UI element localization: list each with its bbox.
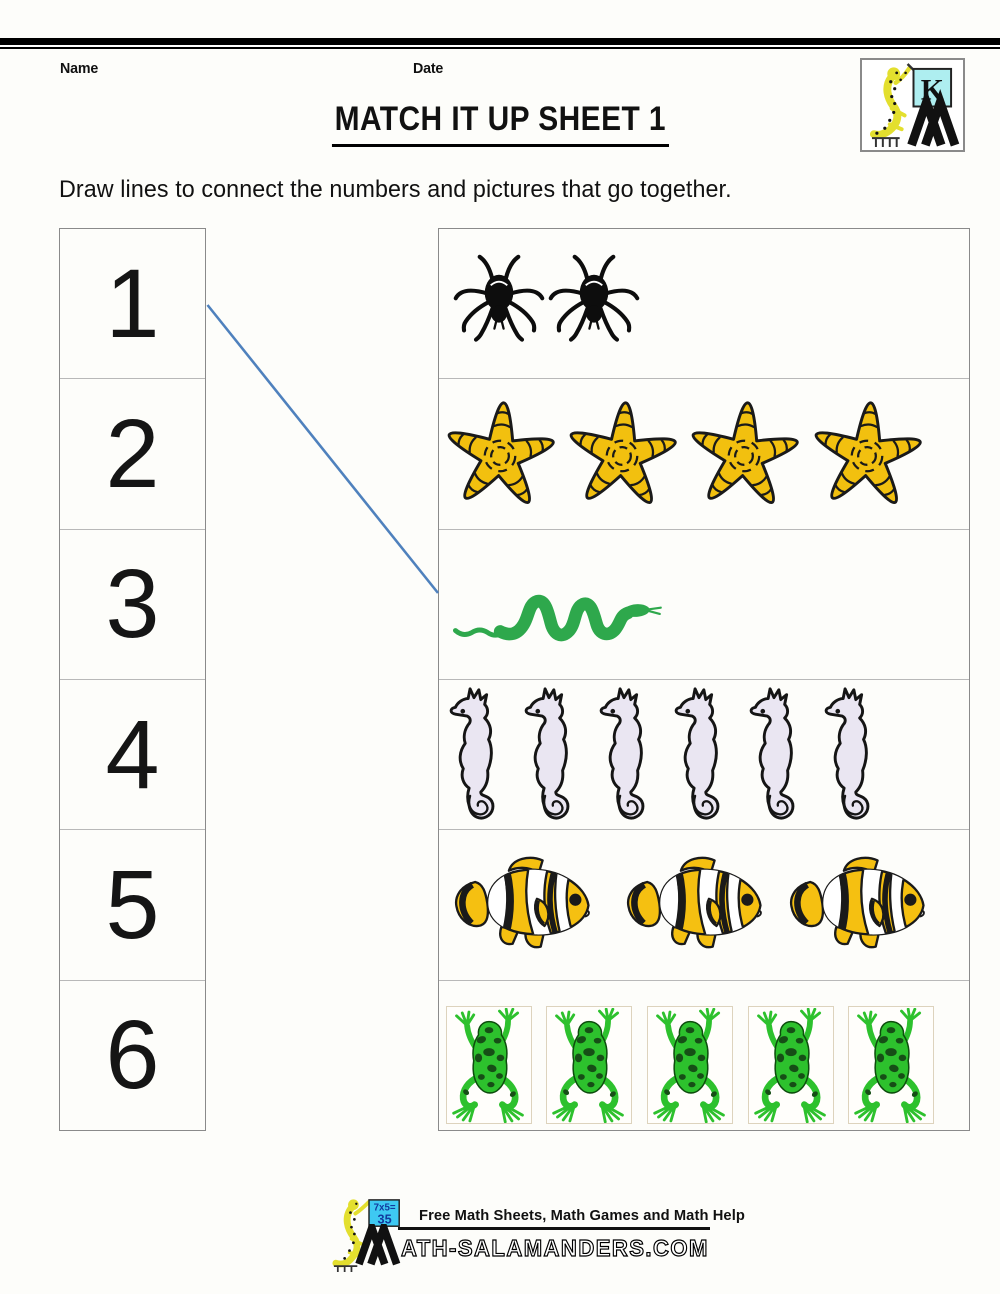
numbers-column [59, 228, 206, 1131]
seahorse-icon [743, 683, 803, 829]
picture-row-seahorses[interactable] [439, 679, 969, 829]
header-rule [0, 38, 1000, 49]
site-name: ATH-SALAMANDERS.COM [401, 1235, 709, 1261]
seahorse-icon [443, 683, 503, 829]
picture-row-clownfish[interactable] [439, 829, 969, 979]
pictures-column [438, 228, 970, 1131]
spider-icon [453, 254, 545, 348]
starfish-icon [563, 395, 681, 513]
name-label: Name [60, 60, 99, 77]
seahorse-icon [818, 683, 878, 829]
number-cell-6[interactable]: 6 [60, 980, 205, 1130]
frog-icon [848, 1006, 934, 1124]
footer-tagline: Free Math Sheets, Math Games and Math Help [419, 1207, 745, 1224]
date-label: Date [413, 60, 444, 77]
frog-icon [748, 1006, 834, 1124]
clownfish-icon [618, 852, 770, 955]
footer-rule [398, 1227, 710, 1230]
page-title: MATCH IT UP SHEET 1 [332, 100, 669, 147]
number-cell-5[interactable]: 5 [60, 829, 205, 979]
site-m-letter [354, 1224, 404, 1266]
snake-icon [449, 576, 674, 649]
starfish-icon [441, 395, 559, 513]
board-answer: 35 [377, 1212, 392, 1227]
logo-k-letter: K [920, 74, 944, 107]
starfish-icon [685, 395, 803, 513]
seahorse-icon [518, 683, 578, 829]
picture-row-spiders[interactable] [439, 229, 969, 378]
picture-row-snake[interactable] [439, 529, 969, 679]
instructions-text: Draw lines to connect the numbers and pictures that go together. [59, 176, 732, 203]
spider-icon [548, 254, 640, 348]
number-cell-2[interactable]: 2 [60, 378, 205, 528]
picture-row-starfish[interactable] [439, 378, 969, 528]
frog-icon [647, 1006, 733, 1124]
picture-row-frogs[interactable] [439, 980, 969, 1130]
board-equation: 7x5= [373, 1202, 396, 1214]
number-cell-1[interactable]: 1 [105, 248, 160, 358]
clownfish-icon [446, 852, 598, 955]
number-cell-4[interactable]: 4 [60, 679, 205, 829]
seahorse-icon [593, 683, 653, 829]
grid-stand-icon [334, 1266, 357, 1272]
number-cell-3[interactable]: 3 [60, 529, 205, 679]
frog-icon [546, 1006, 632, 1124]
frog-icon [446, 1006, 532, 1124]
clownfish-icon [781, 852, 933, 955]
starfish-icon [808, 395, 926, 513]
seahorse-icon [668, 683, 728, 829]
